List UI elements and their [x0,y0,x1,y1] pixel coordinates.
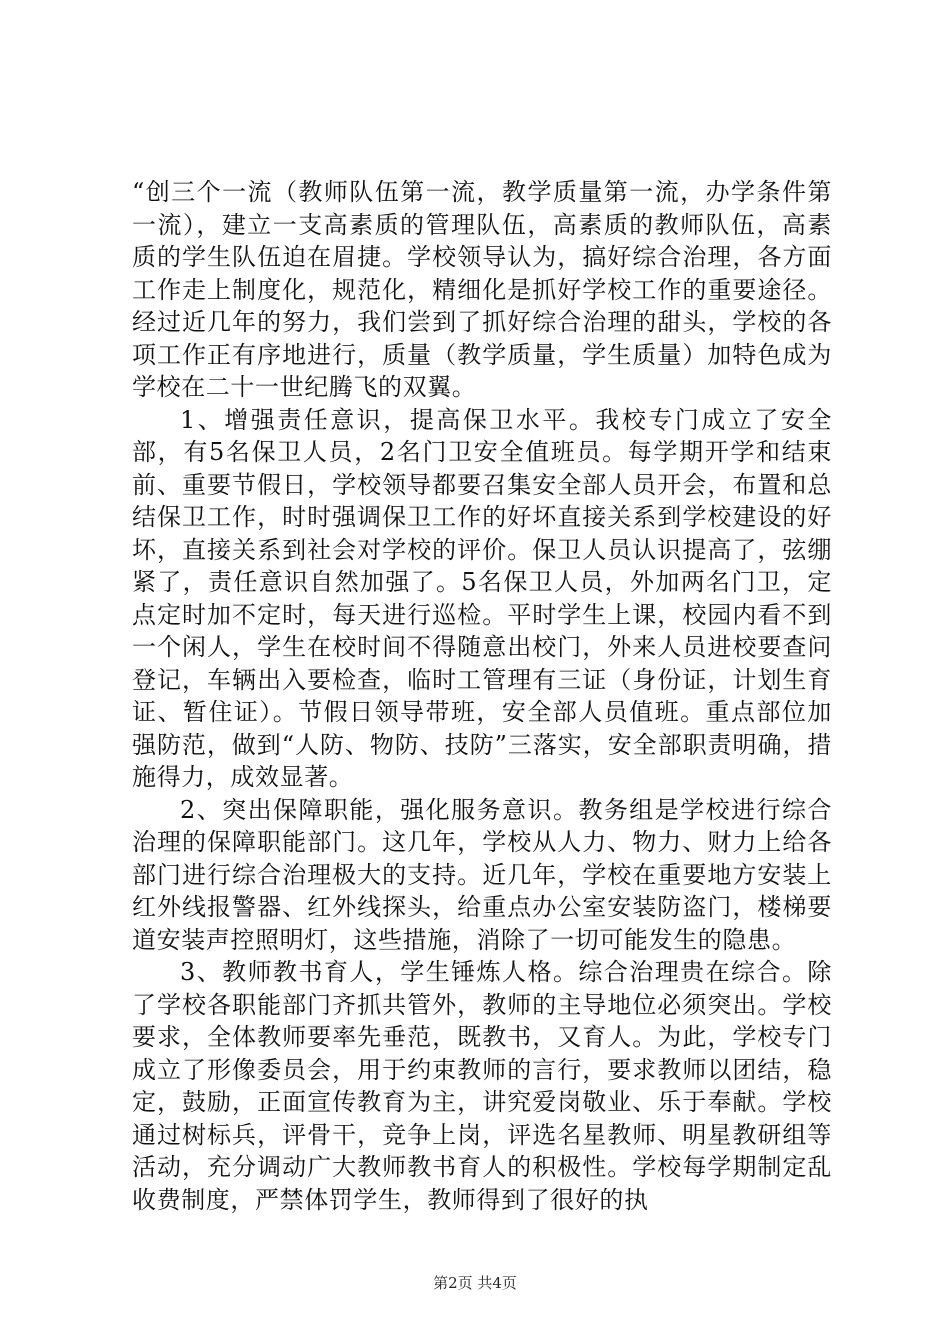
document-body [132,176,832,1216]
paragraph-security: 1、增强责任意识，提高保卫水平。我校专门成立了安全部，有5名保卫人员，2名门卫安全值班员。每学期开学和结束前、重要节假日，学校领导都要召集安全部人员开会，布置和总结保卫工作，时时强调保卫工作的好坏直接关系到学校建设的好坏，直接关系到社会对学校的评价。保卫人员认识提高了，弦绷紧了，责任意识自然加强了。5名保卫人员，外加两名门卫，定点定时加不定时，每天进行巡检。平时学生上课，校园内看不到一个闲人，学生在校时间不得随意出校门，外来人员进校要查问登记，车辆出入要检查，临时工管理有三证（身份证，计划生育证、暂住证）。节假日领导带班，安全部人员值班。重点部位加强防范，做到“人防、物防、技防”三落实，安全部职责明确，措施得力，成效显著。 [132,405,832,791]
paragraph-intro: “创三个一流（教师队伍第一流，教学质量第一流，办学条件第一流），建立一支高素质的管理队伍，高素质的教师队伍，高素质的学生队伍迫在眉捷。学校领导认为，搞好综合治理，各方面工作走上制度化，规范化，精细化是抓好学校工作的重要途径。经过近几年的努力，我们尝到了抓好综合治理的甜头，学校的各项工作正有序地进行，质量（教学质量，学生质量）加特色成为学校在二十一世纪腾飞的双翼。 [132,178,832,401]
paragraph-support: 2、突出保障职能，强化服务意识。教务组是学校进行综合治理的保障职能部门。这几年，学校从人力、物力、财力上给各部门进行综合治理极大的支持。近几年，学校在重要地方安装上红外线报警器、红外线探头，给重点办公室安装防盗门，楼梯要道安装声控照明灯，这些措施，消除了一切可能发生的隐患。 [132,795,832,954]
paragraph-teachers: 3、教师教书育人，学生锤炼人格。综合治理贵在综合。除了学校各职能部门齐抓共管外，教师的主导地位必须突出。学校要求，全体教师要率先垂范，既教书，又育人。为此，学校专门成立了形像委员会，用于约束教师的言行，要求教师以团结，稳定，鼓励，正面宣传教育为主，讲究爱岗敬业、乐于奉献。学校通过树标兵，评骨干，竞争上岗，评选名星教师、明星教研组等活动，充分调动广大教师教书育人的积极性。学校每学期制定乱收费制度，严禁体罚学生，教师得到了很好的执 [132,958,832,1214]
page-number-footer: 第2页 共4页 [433,1274,517,1292]
